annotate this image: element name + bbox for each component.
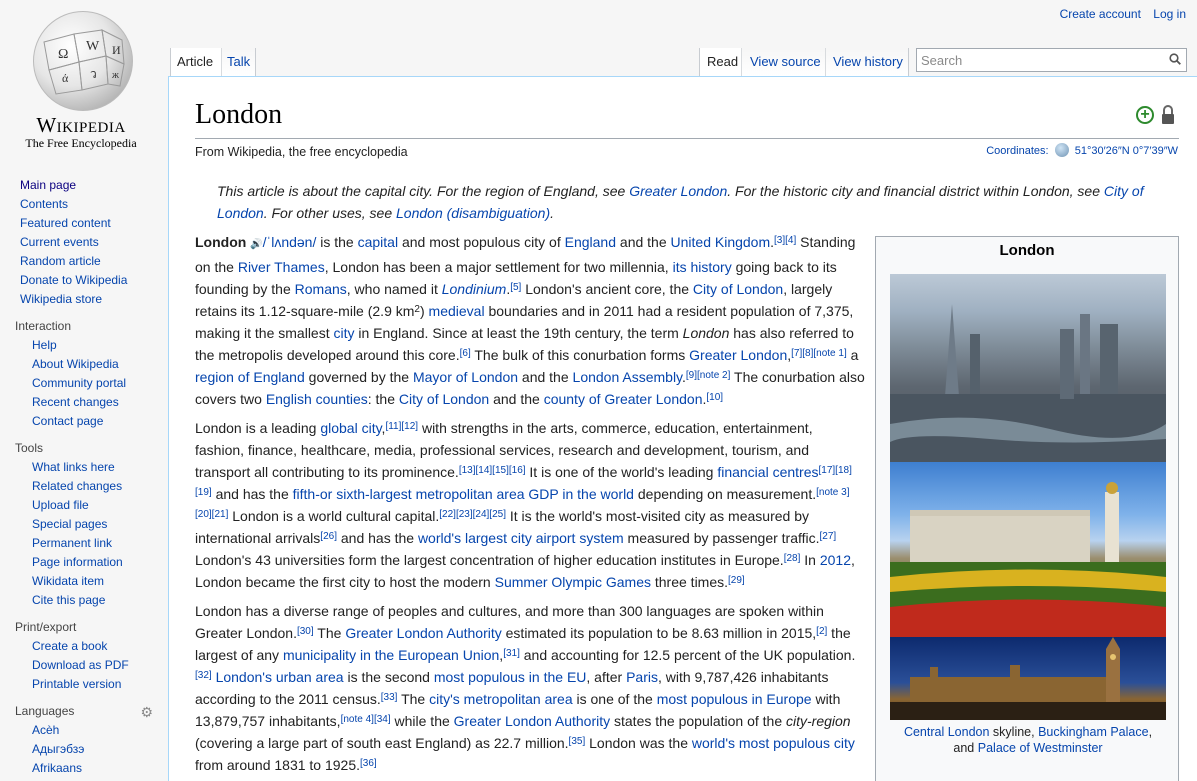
sidebar-item-permanent-link[interactable]: Permanent link — [32, 536, 113, 550]
buckingham-palace-image[interactable] — [890, 462, 1166, 637]
citation-reference[interactable]: [30] — [296, 626, 314, 637]
sidebar-item-create-book[interactable]: Create a book — [32, 639, 108, 653]
sidebar-item-store[interactable]: Wikipedia store — [20, 292, 103, 306]
sidebar-item-contact-page[interactable]: Contact page — [32, 414, 104, 428]
article-link[interactable]: /ˈlʌndən/ — [262, 234, 317, 250]
sidebar — [0, 176, 168, 781]
search-input[interactable] — [917, 49, 1157, 71]
sidebar-item-wikidata-item[interactable]: Wikidata item — [32, 574, 105, 588]
article-link[interactable]: city's metropolitan area — [429, 691, 573, 707]
sidebar-item-recent-changes[interactable]: Recent changes — [32, 395, 119, 409]
svg-text:ж: ж — [112, 70, 119, 81]
article-link[interactable]: medieval — [428, 303, 485, 319]
puzzle-globe-icon — [33, 11, 133, 111]
coordinates-link[interactable]: 51°30′26″N 0°7′39″W — [1074, 145, 1178, 157]
log-in-link[interactable]: Log in — [1153, 7, 1186, 21]
tools-heading: Tools — [15, 441, 44, 455]
tab-read[interactable]: Read — [699, 48, 741, 76]
sidebar-item-printable-version[interactable]: Printable version — [32, 677, 122, 691]
sidebar-item-special-pages[interactable]: Special pages — [32, 517, 108, 531]
article-link[interactable]: county of Greater London — [543, 391, 703, 407]
article-link[interactable]: most populous in Europe — [656, 691, 812, 707]
svg-text:ว: ว — [90, 67, 97, 81]
lead-paragraph-1: London 🔊/ˈlʌndən/ is the capital and most populous city of England and the United Kingdom.[3][4] Standing on the River Thames, London has been a major settlement for two millennia, its history going back to its founding by the Romans, who named it Londinium.[5] London's ancient core, the City of London, largely retains its 1.12-square-mile (2.9 $km^2$) medieval boundaries and in 2011 had a resident population of 7,375, making it the smallest city in England. Since at least the 19th century, the term London has also referred to the metropolis developed around this core.[6] The bulk of this conurbation forms Greater London,[7][8][note 1] a region of England governed by the Mayor of London and the London Assembly.[9][note 2] The conurbation also covers two English counties: the City of London and the county of Greater London.[10] — [195, 234, 865, 407]
page-title: London — [195, 99, 283, 130]
gear-icon[interactable]: ⚙ — [140, 704, 153, 720]
citation-reference[interactable]: [3][4] — [774, 235, 797, 246]
infobox-caption: Central London skyline, Buckingham Palace, and Palace of Westminster — [903, 725, 1153, 755]
citation-reference[interactable]: [26] — [320, 531, 337, 542]
citation-reference[interactable]: [2] — [816, 626, 828, 637]
hatnote: This article is about the capital city. For the region of England, see Greater London. For the historic city and financial district within London, see City of London. For other uses, see London (disambiguation). — [217, 183, 1144, 221]
lead-paragraph-2: London is a leading global city,[11][12] with strengths in the arts, commerce, education, entertainment, fashion, finance, healthcare, media, professional services, research and development, tourism, and transport all contributing to its prominence.[13][14][15][16] It is one of the world's leading financial centres[17][18][19] and has the fifth-or sixth-largest metropolitan area GDP in the world depending on measurement.[note 3][20][21] London is a world cultural capital.[22][23][24][25] It is the world's most-visited city as measured by international arrivals[26] and has the world's largest city airport system measured by passenger traffic.[27] London's 43 universities form the largest concentration of higher education institutes in Europe.[28] In 2012, London became the first city to host the modern Summer Olympic Games three times.[29] — [195, 420, 855, 590]
sidebar-item-related-changes[interactable]: Related changes — [32, 479, 123, 493]
citation-reference[interactable]: [5] — [510, 282, 522, 293]
article-link[interactable]: Paris — [626, 669, 658, 685]
citation-reference[interactable]: [36] — [360, 758, 377, 769]
wikipedia-tagline: The Free Encyclopedia — [25, 136, 137, 150]
tab-view-source[interactable]: View source — [741, 48, 825, 76]
citation-reference[interactable]: [27] — [819, 531, 837, 542]
citation-reference[interactable]: [35] — [568, 736, 586, 747]
article-link[interactable]: most populous in the EU — [433, 669, 587, 685]
sidebar-item-upload-file[interactable]: Upload file — [32, 498, 89, 512]
tools-portal — [15, 441, 168, 610]
article-link[interactable]: Greater London — [689, 347, 788, 363]
article-link[interactable]: Summer Olympic Games — [494, 574, 651, 590]
sidebar-item-contents[interactable]: Contents — [20, 197, 69, 211]
interaction-heading: Interaction — [15, 319, 72, 333]
speaker-icon[interactable]: 🔊 — [250, 239, 263, 250]
create-account-link[interactable]: Create account — [1059, 7, 1141, 21]
citation-reference[interactable]: [32] — [195, 670, 212, 681]
hatnote-link[interactable]: City of London — [217, 183, 1144, 221]
article-link[interactable]: City of London — [692, 281, 784, 297]
sidebar-item-main-page[interactable]: Main page — [20, 178, 77, 192]
sidebar-item-language[interactable]: Acèh — [32, 723, 60, 737]
citation-reference[interactable]: [10] — [706, 392, 724, 403]
tab-talk[interactable]: Talk — [221, 48, 256, 76]
citation-reference[interactable]: [11][12] — [385, 421, 419, 432]
hatnote-link[interactable]: Greater London — [629, 183, 728, 199]
search-icon[interactable] — [1169, 53, 1181, 65]
article-link[interactable]: global city — [320, 420, 382, 436]
svg-text:Ω: Ω — [58, 47, 69, 62]
print-export-portal — [15, 620, 168, 694]
lead-paragraph-3: London has a diverse range of peoples and cultures, and more than 300 languages are spoken within Greater London.[30] The Greater London Authority estimated its population to be 8.63 million in 2015,[2] the largest of any municipality in the European Union,[31] and accounting for 12.5 percent of the UK population.[32] London's urban area is the second most populous in the EU, after Paris, with 9,787,426 inhabitants according to the 2011 census.[33] The city's metropolitan area is one of the most populous in Europe with 13,879,757 inhabitants,[note 4][34] while the Greater London Authority states the population of the city-region (covering a large part of south east England) as 22.7 million.[35] London was the world's most populous city from around 1831 to 1925.[36] — [195, 603, 856, 773]
sidebar-item-what-links-here[interactable]: What links here — [32, 460, 115, 474]
citation-reference: 2 — [414, 304, 420, 315]
article-link[interactable]: capital — [357, 234, 399, 250]
palace-of-westminster-image[interactable] — [890, 637, 1166, 720]
globe-icon[interactable] — [1055, 143, 1069, 157]
article-link[interactable]: United Kingdom — [670, 234, 771, 250]
infobox-title: London — [999, 242, 1055, 259]
citation-reference[interactable]: [6] — [459, 348, 471, 359]
site-subtitle: From Wikipedia, the free encyclopedia — [195, 145, 408, 159]
languages-portal — [15, 704, 168, 778]
citation-reference[interactable]: [17][18][19] — [195, 465, 852, 498]
featured-plus-icon[interactable]: + — [1136, 106, 1154, 124]
heading-divider — [195, 138, 1179, 139]
article-link[interactable]: English counties — [265, 391, 368, 407]
svg-text:И: И — [112, 43, 121, 57]
tab-view-history[interactable]: View history — [825, 48, 909, 76]
hatnote-link[interactable]: London (disambiguation) — [396, 205, 551, 221]
citation-reference[interactable]: [29] — [728, 575, 745, 586]
article-link[interactable]: Greater London Authority — [345, 625, 502, 641]
sidebar-item-about[interactable]: About Wikipedia — [32, 357, 119, 371]
caption-link[interactable]: Palace of Westminster — [977, 741, 1103, 755]
citation-reference[interactable]: [13][14][15][16] — [458, 465, 526, 476]
citation-reference[interactable]: [9][note 2] — [685, 370, 731, 381]
citation-reference[interactable]: [22][23][24][25] — [439, 509, 506, 520]
caption-link[interactable]: Central London — [903, 725, 990, 739]
svg-text:ά: ά — [62, 71, 69, 85]
content-area — [168, 76, 1197, 781]
sidebar-item-language[interactable]: Адыгэбзэ — [32, 742, 85, 756]
article-link[interactable]: Greater London Authority — [453, 713, 611, 729]
sidebar-item-download-pdf[interactable]: Download as PDF — [32, 658, 129, 672]
citation-reference[interactable]: [note 4][34] — [340, 714, 391, 725]
citation-reference[interactable]: [33] — [380, 692, 398, 703]
languages-heading: Languages ⚙ — [15, 704, 153, 720]
article-link[interactable]: its history — [672, 259, 732, 275]
article-link[interactable]: England — [564, 234, 617, 250]
sidebar-item-help[interactable]: Help — [32, 338, 57, 352]
sidebar-item-cite-this-page[interactable]: Cite this page — [32, 593, 106, 607]
wikipedia-logo[interactable] — [0, 0, 160, 160]
article-link[interactable]: world's most populous city — [691, 735, 855, 751]
article-link[interactable]: fifth-or sixth-largest metropolitan area GDP in the world — [292, 486, 634, 502]
caption-link[interactable]: Buckingham Palace — [1038, 725, 1149, 739]
navigation-portal — [15, 176, 168, 309]
coordinates-label: Coordinates: — [986, 145, 1049, 157]
sidebar-item-random-article[interactable]: Random article — [20, 254, 101, 268]
print-export-heading: Print/export — [15, 620, 77, 634]
article-link[interactable]: London Assembly — [572, 369, 683, 385]
wikipedia-wordmark: Wikipedia — [36, 113, 126, 137]
tab-article[interactable]: Article — [170, 48, 221, 76]
sidebar-item-featured-content[interactable]: Featured content — [20, 216, 111, 230]
article-link[interactable]: world's largest city airport system — [417, 530, 624, 546]
article-link[interactable]: financial centres — [717, 464, 819, 480]
sidebar-item-current-events[interactable]: Current events — [20, 235, 99, 249]
citation-reference[interactable]: [28] — [783, 553, 801, 564]
citation-reference[interactable]: [7][8][note 1] — [791, 348, 847, 359]
lock-icon[interactable] — [1161, 105, 1175, 125]
article-body — [195, 231, 865, 781]
svg-text:W: W — [86, 39, 100, 54]
article-link[interactable]: London's urban area — [215, 669, 344, 685]
article-link[interactable]: region of England — [195, 369, 305, 385]
article-link[interactable]: municipality in the European Union — [282, 647, 500, 663]
article-link[interactable]: 2012 — [819, 552, 852, 568]
article-link[interactable]: City of London — [398, 391, 490, 407]
sidebar-item-donate[interactable]: Donate to Wikipedia — [20, 273, 128, 287]
personal-tools — [1051, 7, 1186, 21]
interaction-portal — [15, 319, 168, 431]
article-link[interactable]: Romans — [294, 281, 347, 297]
article-link[interactable]: River Thames — [237, 259, 325, 275]
coordinates — [986, 143, 1178, 157]
sidebar-item-community-portal[interactable]: Community portal — [32, 376, 127, 390]
sidebar-item-language[interactable]: Afrikaans — [32, 761, 83, 775]
article-link[interactable]: Londinium — [441, 281, 507, 297]
london-skyline-image[interactable] — [890, 274, 1166, 462]
search-box — [916, 48, 1187, 72]
sidebar-item-page-information[interactable]: Page information — [32, 555, 123, 569]
citation-reference[interactable]: [31] — [503, 648, 520, 659]
citation-reference[interactable]: [note 3][20][21] — [195, 487, 850, 520]
article-link[interactable]: city — [333, 325, 355, 341]
infobox — [875, 236, 1179, 781]
article-link[interactable]: Mayor of London — [412, 369, 519, 385]
